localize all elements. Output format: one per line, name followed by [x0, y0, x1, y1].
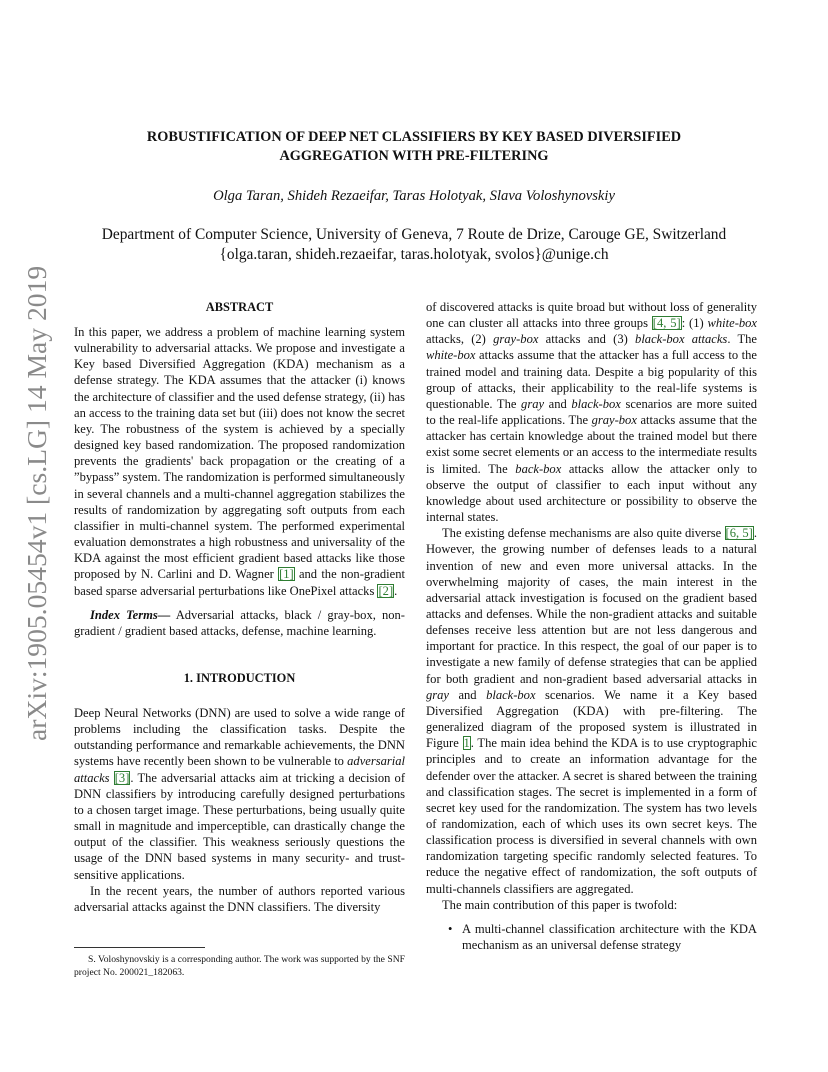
intro-paragraph-2: In the recent years, the number of authors reported various adversarial attacks against the DNN classifiers. The diversity [74, 883, 405, 914]
index-terms: Index Terms— Adversarial attacks, black / gray-box, non-gradient / gradient based attacks, defense, machine learning. [74, 607, 405, 638]
abstract-body: In this paper, we address a problem of machine learning system vulnerability to adversarial attacks. We propose and investigate a Key based Diversified Aggregation (KDA) mechanism as a defense strategy. The KDA assumes that the attacker (i) knows the architecture of classifier and the used defense strategy, (ii) has an access to the training data set but (iii) does not know the secret key. The robustness of the system is achieved by a specially designed key based randomization. The proposed randomization prevents the gradients' back propagation or the creating of a ”bypass” system. The randomization is performed simultaneously in several channels and a multi-channel aggregation stabilizes the results of randomization by aggregating soft outputs from each classifier in multi-channel system. The performed experimental evaluation demonstrates a high robustness and universality of the KDA against the most efficient gradient based attacks like those proposed by N. Carlini and D. Wagner [1] and the non-gradient based sparse adversarial perturbations like OnePixel attacks [2]. [74, 325, 405, 598]
title-line-2: AGGREGATION WITH PRE-FILTERING [279, 148, 549, 164]
arxiv-stamp[interactable]: arXiv:1905.05454v1 [cs.LG] 14 May 2019 [21, 266, 52, 742]
right-column [426, 299, 757, 953]
affiliation [40, 225, 788, 265]
contribution-list [426, 921, 757, 953]
list-item: • A multi-channel classification architecture with the KDA mechanism as an universal defense strategy [448, 921, 757, 953]
introduction-heading: 1. INTRODUCTION [183, 670, 296, 685]
intro-paragraph-4: The existing defense mechanisms are also quite diverse [6, 5]. However, the growing number of defenses leads to a natural invention of new and even more universal attacks. In the overwhelming majority of cases, the main interest in the adversarial attack investigation is focused on the gradient based attacks and defenses. While the non-gradient attacks and suitable defenses receive less attention but are not less dangerous and important for practice. In this respect, the goal of our paper is to investigate a new family of defense strategies that can be applied for both gradient and non-gradient based adversarial attacks in gray and black-box scenarios. We name it a Key based Diversified Aggregation (KDA) with pre-filtering. The generalized diagram of the proposed system is illustrated in Figure 1. The main idea behind the KDA is to use cryptographic principles and to create an information advantage for the defender over the attacker. A secret is shared between the training and classification stages. The secret is implemented in a form of secret key used for the randomization. The system has two levels of randomization, each of which uses its own secret keys. The classification process is diversified in several channels with own randomization targeting specific randomly selected features. To reduce the negative effect of randomization, the soft outputs of multi-channels classifiers are aggregated. [426, 526, 758, 896]
footnote-rule [74, 947, 205, 948]
footnote: S. Voloshynovskiy is a corresponding author. The work was supported by the SNF project No. 200021_182063. [74, 954, 405, 978]
affiliation-emails: {olga.taran, shideh.rezaeifar, taras.holotyak, svolos}@unige.ch [219, 246, 609, 263]
abstract-heading: ABSTRACT [205, 300, 274, 314]
citation-link[interactable]: [4, 5] [652, 316, 681, 331]
authors: Olga Taran, Shideh Rezaeifar, Taras Holotyak, Slava Voloshynovskiy [213, 188, 615, 204]
citation-link[interactable]: [6, 5] [725, 526, 753, 541]
intro-paragraph-3: of discovered attacks is quite broad but without loss of generality one can cluster all attacks into three groups [4, 5]: (1) white-box attacks, (2) gray-box attacks and (3) black-box attacks. The white-box attacks assume that the attacker has a full access to the trained model and training data. Despite a big popularity of this group of attacks, their applicability to the real-life systems is questionable. The gray and black-box scenarios are more suited to the real-life applications. The gray-box attacks assume that the attacker has certain knowledge about the trained model but there exist some secret elements or an access to the intermediate results is limited. The back-box attacks allow the attacker only to observe the output of classifier to each input without any knowledge about used architecture or possibility to observe the internal states. [426, 300, 758, 525]
citation-link[interactable]: [1] [279, 567, 294, 582]
index-terms-label: Index Terms— [90, 607, 171, 622]
affiliation-line-1: Department of Computer Science, University of Geneva, 7 Route de Drize, Carouge GE, Switzerland [101, 226, 727, 243]
bullet-icon: • [448, 921, 453, 936]
left-column [74, 299, 405, 915]
citation-link[interactable]: [3] [114, 770, 130, 785]
title-line-1: ROBUSTIFICATION OF DEEP NET CLASSIFIERS BY KEY BASED DIVERSIFIED [146, 129, 682, 145]
intro-paragraph-1: Deep Neural Networks (DNN) are used to solve a wide range of problems including the classification tasks. Despite the outstanding performance and remarkable achievements, the DNN systems have recently been shown to be vulnerable to adversarial attacks [3]. The adversarial attacks aim at tricking a decision of DNN classifiers by introducing carefully designed perturbations to a chosen target image. These perturbations, being usually quite small in magnitude and imperceptible, can drastically change the output of the classifier. This weakness seriously questions the usage of the DNN based systems in many security- and trust-sensitive applications. [74, 705, 405, 882]
figure-link[interactable]: 1 [463, 736, 470, 751]
citation-link[interactable]: [2] [378, 583, 394, 598]
intro-paragraph-5: The main contribution of this paper is twofold: [442, 897, 678, 912]
paper-title [60, 128, 768, 166]
